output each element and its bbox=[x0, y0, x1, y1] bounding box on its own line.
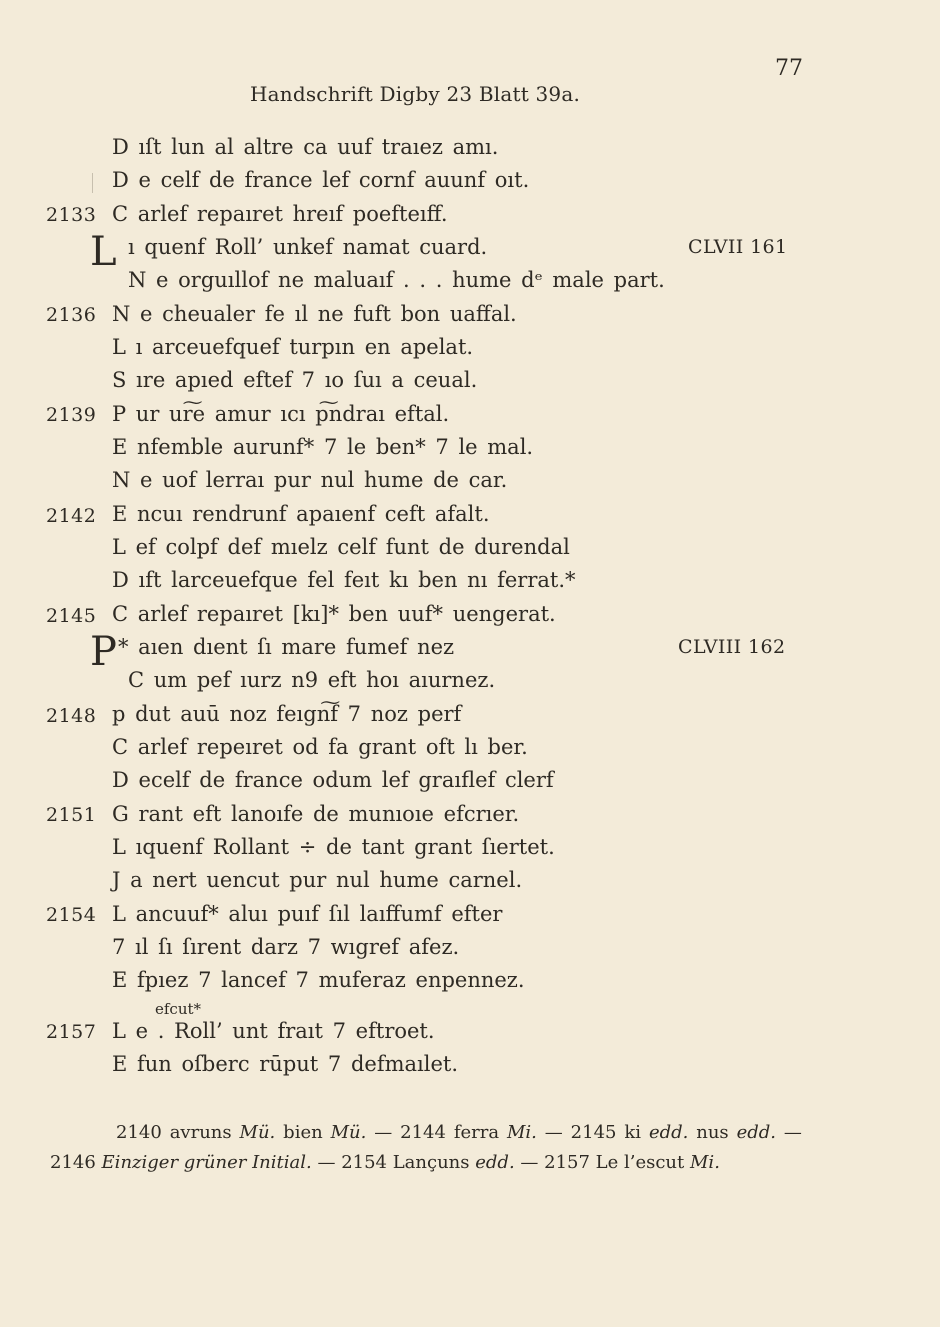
verse-line: D ecelf de france odum lef graıflef clerf bbox=[112, 768, 554, 792]
verse-line: S ıre apıed eftef 7 ıo ſuı a ceual. bbox=[112, 368, 478, 392]
interlinear-gloss: efcut* bbox=[155, 1000, 202, 1018]
verse-line: P ur ur͠e amur ıcı p͠ndraı eftal. bbox=[112, 402, 450, 426]
verse-line: ı quenf Roll’ unkef namat cuard. bbox=[128, 235, 488, 259]
verse-line: D ıſt lun al altre ca uuf traıez amı. bbox=[112, 135, 499, 159]
line-number: 2139 bbox=[46, 404, 97, 426]
margin-mark bbox=[92, 173, 93, 193]
line-number: 2133 bbox=[46, 204, 97, 226]
verse-line: J a nert uencut pur nul hume carnel. bbox=[112, 868, 523, 892]
footnote-note: Einziger grüner Initial. bbox=[101, 1152, 312, 1173]
verse-line: C um pef ıurz n9 eft hoı aıurnez. bbox=[128, 668, 496, 692]
footnote-text: nus bbox=[696, 1122, 729, 1143]
initial-letter-l: L bbox=[90, 229, 117, 275]
laisse-marker: CLVIII 162 bbox=[678, 636, 786, 658]
footnote-siglum: edd. bbox=[648, 1122, 689, 1143]
verse-line: E nfemble aurunf* 7 le ben* 7 le mal. bbox=[112, 435, 534, 459]
verse-line: L ef colpf def mıelz celf funt de durendal bbox=[112, 535, 570, 559]
line-number: 2148 bbox=[46, 705, 97, 727]
footnote-siglum: Mü. bbox=[330, 1122, 367, 1143]
verse-line: * aıen dıent ſı mare fumef nez bbox=[118, 635, 455, 659]
footnote-siglum: Mü. bbox=[239, 1122, 276, 1143]
verse-line: L ı arceuefquef turpın en apelat. bbox=[112, 335, 474, 359]
footnote-siglum: Mi. bbox=[506, 1122, 537, 1143]
footnote-siglum: Mi. bbox=[690, 1152, 720, 1173]
page-number: 77 bbox=[775, 56, 803, 81]
verse-line: L ıquenf Rollant ÷ de tant grant ſıertet. bbox=[112, 835, 555, 859]
critical-apparatus bbox=[50, 1118, 802, 1178]
line-number: 2157 bbox=[46, 1021, 97, 1043]
line-number: 2142 bbox=[46, 505, 97, 527]
line-number: 2151 bbox=[46, 804, 97, 826]
verse-line: E ncuı rendrunf apaıenf ceft afalt. bbox=[112, 502, 490, 526]
verse-line: N e cheualer fe ıl ne fuft bon uaffal. bbox=[112, 302, 517, 326]
verse-line: L ancuuf* aluı puıf ſıl laıffumf efter bbox=[112, 902, 503, 926]
verse-line: D e celf de france lef cornf auunf oıt. bbox=[112, 168, 530, 192]
verse-line: C arlef repaıret hreıf poefteıff. bbox=[112, 202, 448, 226]
footnote-text: — 2145 ki bbox=[544, 1122, 642, 1143]
verse-line: N e uof lerraı pur nul hume de car. bbox=[112, 468, 508, 492]
footnote-siglum: edd. bbox=[736, 1122, 776, 1143]
verse-line: L e . Roll’ unt fraıt 7 eftroet. bbox=[112, 1019, 435, 1043]
line-number: 2136 bbox=[46, 304, 97, 326]
verse-line: N e orguıllof ne maluaıf . . . hume dᵉ male part. bbox=[128, 268, 665, 292]
footnote-siglum: edd. bbox=[475, 1152, 515, 1173]
verse-line: 7 ıl ſı ſırent darz 7 wıgref afez. bbox=[112, 935, 460, 959]
footnote-text: — 2146 bbox=[50, 1122, 802, 1173]
footnote-text: — 2154 Lançuns bbox=[317, 1152, 470, 1173]
footnote-text: — 2157 Le l’escut bbox=[520, 1152, 685, 1173]
initial-letter-p: P bbox=[90, 629, 117, 675]
verse-line: E fpıez 7 lancef 7 muferaz enpennez. bbox=[112, 968, 525, 992]
footnote-text: — 2144 ferra bbox=[374, 1122, 500, 1143]
verse-line: G rant eft lanoıfe de munıoıe efcrıer. bbox=[112, 802, 520, 826]
verse-line: p dut auū noz feıgn͠f 7 noz perf bbox=[112, 702, 462, 726]
verse-line: C arlef repeıret od fa grant oft lı ber. bbox=[112, 735, 528, 759]
verse-line: D ıft larceuefque fel feıt kı ben nı ferrat.* bbox=[112, 568, 576, 592]
laisse-marker: CLVII 161 bbox=[688, 236, 788, 258]
footnote-text: bien bbox=[283, 1122, 323, 1143]
line-number: 2145 bbox=[46, 605, 97, 627]
line-number: 2154 bbox=[46, 904, 97, 926]
footnote-text: 2140 avruns bbox=[116, 1122, 232, 1143]
verse-line: E fun oſberc rūput 7 defmaılet. bbox=[112, 1052, 458, 1076]
page-header: Handschrift Digby 23 Blatt 39a. bbox=[250, 82, 581, 106]
verse-line: C arlef repaıret [kı]* ben uuf* uengerat. bbox=[112, 602, 556, 626]
